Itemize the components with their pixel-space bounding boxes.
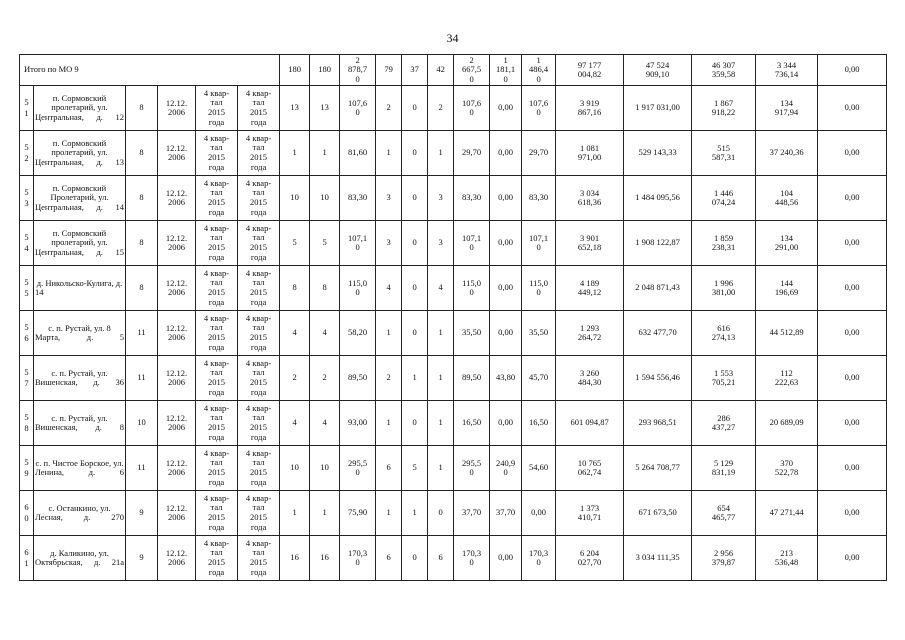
table-cell: 12.12. 2006 xyxy=(158,356,196,401)
table-cell: 5 xyxy=(402,446,428,491)
table-cell: 37 240,36 xyxy=(756,131,818,176)
table-cell: 1 xyxy=(428,311,454,356)
table-cell: 5 129 831,19 xyxy=(692,446,756,491)
table-cell: 3 344 736,14 xyxy=(756,55,818,86)
table-cell: 295,5 0 xyxy=(340,446,376,491)
table-cell: 20 689,09 xyxy=(756,401,818,446)
table-cell: 89,50 xyxy=(454,356,490,401)
table-cell: 293 968,51 xyxy=(624,401,692,446)
table-cell: 16,50 xyxy=(454,401,490,446)
table-cell: 9 xyxy=(126,536,158,581)
table-cell: 370 522,78 xyxy=(756,446,818,491)
table-cell: 4 xyxy=(280,311,310,356)
table-cell: 0,00 xyxy=(490,131,522,176)
table-body xyxy=(20,55,887,581)
table-cell: 4 квар- тал 2015 года xyxy=(196,446,238,491)
table-cell: 0,00 xyxy=(490,536,522,581)
table-row xyxy=(20,131,887,176)
table-cell: 1 081 971,00 xyxy=(556,131,624,176)
table-cell: 8 xyxy=(126,131,158,176)
table-cell: 10 765 062,74 xyxy=(556,446,624,491)
table-cell: 2 xyxy=(280,356,310,401)
table-cell: 4 квар- тал 2015 года xyxy=(238,176,280,221)
table-cell: 0,00 xyxy=(490,311,522,356)
table-cell: 97 177 004,82 xyxy=(556,55,624,86)
table-cell: 134 291,00 xyxy=(756,221,818,266)
table-cell: 83,30 xyxy=(340,176,376,221)
table-cell: 170,3 0 xyxy=(454,536,490,581)
table-cell: 515 587,31 xyxy=(692,131,756,176)
table-cell: 1 867 918,22 xyxy=(692,86,756,131)
table-cell: 0,00 xyxy=(818,131,887,176)
table-cell: 37 xyxy=(402,55,428,86)
table-cell: 5 264 708,77 xyxy=(624,446,692,491)
table-cell: 4 квар- тал 2015 года xyxy=(196,131,238,176)
table-cell: 12.12. 2006 xyxy=(158,221,196,266)
mkd-table xyxy=(19,54,887,581)
table-cell: 4 квар- тал 2015 года xyxy=(238,221,280,266)
table-cell: 1 594 556,46 xyxy=(624,356,692,401)
table-row xyxy=(20,221,887,266)
table-cell: 1 xyxy=(376,401,402,446)
table-cell: 0 xyxy=(402,311,428,356)
table-cell: 12.12. 2006 xyxy=(158,536,196,581)
table-cell: 170,3 0 xyxy=(340,536,376,581)
table-cell: 0,00 xyxy=(818,221,887,266)
table-cell: 1 xyxy=(376,131,402,176)
table-cell: 1 xyxy=(280,131,310,176)
table-cell: 0,00 xyxy=(490,176,522,221)
table-cell: 6 1 xyxy=(20,536,34,581)
table-cell: 6 xyxy=(428,536,454,581)
table-cell: 0 xyxy=(402,401,428,446)
table-cell: 2 667,5 0 xyxy=(454,55,490,86)
table-cell: 0,00 xyxy=(490,266,522,311)
table-cell: 1 xyxy=(428,446,454,491)
table-cell: 1 486,4 0 xyxy=(522,55,556,86)
table-cell: 47 524 909,10 xyxy=(624,55,692,86)
table-cell: 8 xyxy=(126,221,158,266)
table-cell: 46 307 359,58 xyxy=(692,55,756,86)
table-cell: 13 xyxy=(310,86,340,131)
table-cell: 3 xyxy=(376,221,402,266)
table-cell: 107,1 0 xyxy=(522,221,556,266)
table-cell: 5 6 xyxy=(20,311,34,356)
table-cell: 0,00 xyxy=(818,55,887,86)
table-cell: 4 квар- тал 2015 года xyxy=(238,536,280,581)
table-cell: 144 196,69 xyxy=(756,266,818,311)
table-cell: 4 квар- тал 2015 года xyxy=(196,311,238,356)
table-cell: п. Сормовский пролетарий, ул. Центральная, д. 15 xyxy=(34,221,126,266)
table-cell: 1 xyxy=(376,491,402,536)
table-cell: 37,70 xyxy=(490,491,522,536)
table-cell: 240,9 0 xyxy=(490,446,522,491)
table-cell: 654 465,77 xyxy=(692,491,756,536)
table-cell: 115,0 0 xyxy=(340,266,376,311)
table-cell: п. Сормовский пролетарий, ул. Центральная, д. 12 xyxy=(34,86,126,131)
table-cell: 4 квар- тал 2015 года xyxy=(238,446,280,491)
table-cell: 4 xyxy=(280,401,310,446)
table-cell: 4 квар- тал 2015 года xyxy=(196,536,238,581)
table-row xyxy=(20,446,887,491)
table-cell: 83,30 xyxy=(522,176,556,221)
table-cell: 4 квар- тал 2015 года xyxy=(196,266,238,311)
table-cell: 16 xyxy=(310,536,340,581)
table-cell: 29,70 xyxy=(454,131,490,176)
table-cell: 5 7 xyxy=(20,356,34,401)
table-cell: 9 xyxy=(126,491,158,536)
table-cell: 632 477,70 xyxy=(624,311,692,356)
table-cell: 5 xyxy=(310,221,340,266)
table-cell: 529 143,33 xyxy=(624,131,692,176)
table-cell: 75,90 xyxy=(340,491,376,536)
table-cell: 2 048 871,43 xyxy=(624,266,692,311)
table-cell: 12.12. 2006 xyxy=(158,176,196,221)
table-cell: 4 квар- тал 2015 года xyxy=(196,176,238,221)
table-cell: 5 2 xyxy=(20,131,34,176)
table-cell: с. п. Рустай, ул. Вишенская, д. 8 xyxy=(34,401,126,446)
table-cell: 6 0 xyxy=(20,491,34,536)
table-cell: 1 xyxy=(428,401,454,446)
table-cell: 35,50 xyxy=(522,311,556,356)
table-cell: 1 484 095,56 xyxy=(624,176,692,221)
table-cell: 1 xyxy=(280,491,310,536)
table-cell: 11 xyxy=(126,356,158,401)
table-cell: 1 996 381,00 xyxy=(692,266,756,311)
table-row xyxy=(20,176,887,221)
table-cell: 4 189 449,12 xyxy=(556,266,624,311)
table-cell: 3 034 618,36 xyxy=(556,176,624,221)
table-cell: 3 919 867,16 xyxy=(556,86,624,131)
table-cell: 3 xyxy=(428,176,454,221)
table-row xyxy=(20,536,887,581)
table-cell: 6 xyxy=(376,536,402,581)
table-cell: 0,00 xyxy=(818,536,887,581)
table-cell: 3 034 111,35 xyxy=(624,536,692,581)
table-cell: д. Никольско-Кулига, д. 14 xyxy=(34,266,126,311)
table-cell: 0,00 xyxy=(522,491,556,536)
table-cell: 4 квар- тал 2015 года xyxy=(196,86,238,131)
table-cell: 671 673,50 xyxy=(624,491,692,536)
table-cell: 286 437,27 xyxy=(692,401,756,446)
table-cell: 10 xyxy=(310,446,340,491)
table-cell: 0 xyxy=(402,266,428,311)
table-cell: 1 181,1 0 xyxy=(490,55,522,86)
table-cell: 4 квар- тал 2015 года xyxy=(238,491,280,536)
table-cell: 35,50 xyxy=(454,311,490,356)
table-cell: 47 271,44 xyxy=(756,491,818,536)
total-row xyxy=(20,55,887,86)
table-row xyxy=(20,86,887,131)
table-cell: 1 373 410,71 xyxy=(556,491,624,536)
page-number: 34 xyxy=(446,31,459,45)
table-cell: 93,00 xyxy=(340,401,376,446)
table-cell: 213 536,48 xyxy=(756,536,818,581)
table-cell: 4 квар- тал 2015 года xyxy=(238,266,280,311)
table-cell: с. п. Рустай, ул. 8 Марта, д. 5 xyxy=(34,311,126,356)
table-cell: 3 xyxy=(376,176,402,221)
table-cell: 115,0 0 xyxy=(522,266,556,311)
table-cell: 4 xyxy=(428,266,454,311)
table-cell: 4 квар- тал 2015 года xyxy=(238,311,280,356)
table-cell: 1 293 264,72 xyxy=(556,311,624,356)
table-cell: 79 xyxy=(376,55,402,86)
table-cell: Итого по МО 9 xyxy=(20,55,280,86)
table-cell: 4 xyxy=(376,266,402,311)
table-row xyxy=(20,401,887,446)
table-cell: 2 xyxy=(376,356,402,401)
table-cell: 12.12. 2006 xyxy=(158,311,196,356)
table-cell: 1 xyxy=(310,131,340,176)
table-cell: 16 xyxy=(280,536,310,581)
table-cell: 10 xyxy=(126,401,158,446)
table-cell: 89,50 xyxy=(340,356,376,401)
table-cell: 8 xyxy=(280,266,310,311)
table-cell: 4 квар- тал 2015 года xyxy=(238,401,280,446)
table-cell: 3 901 652,18 xyxy=(556,221,624,266)
table-cell: 54,60 xyxy=(522,446,556,491)
table-cell: 1 859 238,31 xyxy=(692,221,756,266)
table-cell: 1 553 705,21 xyxy=(692,356,756,401)
table-cell: 1 917 031,00 xyxy=(624,86,692,131)
table-cell: 0,00 xyxy=(490,86,522,131)
table-cell: 107,6 0 xyxy=(454,86,490,131)
table-cell: 5 1 xyxy=(20,86,34,131)
table-cell: 180 xyxy=(310,55,340,86)
table-cell: 0,00 xyxy=(818,401,887,446)
table-cell: 16,50 xyxy=(522,401,556,446)
table-cell: с. п. Чистое Борское, ул. Ленина, д. 6 xyxy=(34,446,126,491)
table-cell: 2 956 379,87 xyxy=(692,536,756,581)
table-cell: 4 xyxy=(310,401,340,446)
table-cell: 2 878,7 0 xyxy=(340,55,376,86)
table-row xyxy=(20,356,887,401)
table-cell: 8 xyxy=(126,86,158,131)
table-cell: 170,3 0 xyxy=(522,536,556,581)
table-cell: 0,00 xyxy=(818,446,887,491)
table-cell: 12.12. 2006 xyxy=(158,266,196,311)
table-cell: 180 xyxy=(280,55,310,86)
table-cell: 6 xyxy=(376,446,402,491)
table-cell: 37,70 xyxy=(454,491,490,536)
table-cell: 12.12. 2006 xyxy=(158,446,196,491)
table-cell: 4 квар- тал 2015 года xyxy=(196,221,238,266)
table-cell: 29,70 xyxy=(522,131,556,176)
table-cell: 601 094,87 xyxy=(556,401,624,446)
table-cell: 58,20 xyxy=(340,311,376,356)
table-cell: 1 xyxy=(428,131,454,176)
table-cell: 2 xyxy=(310,356,340,401)
table-cell: 115,0 0 xyxy=(454,266,490,311)
table-cell: 12.12. 2006 xyxy=(158,86,196,131)
table-cell: 5 9 xyxy=(20,446,34,491)
table-row xyxy=(20,311,887,356)
table-cell: 81,60 xyxy=(340,131,376,176)
table-cell: 4 квар- тал 2015 года xyxy=(238,86,280,131)
table-cell: 1 xyxy=(310,491,340,536)
table-cell: д. Каликино, ул. Октябрьская, д. 21а xyxy=(34,536,126,581)
table-cell: 4 квар- тал 2015 года xyxy=(238,131,280,176)
table-cell: 0 xyxy=(428,491,454,536)
table-cell: 1 446 074,24 xyxy=(692,176,756,221)
table-cell: 44 512,89 xyxy=(756,311,818,356)
table-cell: 6 204 027,70 xyxy=(556,536,624,581)
table-cell: 12.12. 2006 xyxy=(158,491,196,536)
table-cell: с. Останкино, ул. Лесная, д. 270 xyxy=(34,491,126,536)
table-cell: 0,00 xyxy=(818,356,887,401)
table-cell: 8 xyxy=(126,266,158,311)
table-cell: 0,00 xyxy=(818,266,887,311)
table-cell: 107,1 0 xyxy=(454,221,490,266)
table-cell: 10 xyxy=(310,176,340,221)
table-cell: 0,00 xyxy=(818,311,887,356)
table-cell: 12.12. 2006 xyxy=(158,131,196,176)
table-cell: п. Сормовский пролетарий, ул. Центральная, д. 13 xyxy=(34,131,126,176)
table-cell: 0,00 xyxy=(818,86,887,131)
table-cell: 4 квар- тал 2015 года xyxy=(196,401,238,446)
table-row xyxy=(20,266,887,311)
table-cell: п. Сормовский Пролетарий, ул. Центральная, д. 14 xyxy=(34,176,126,221)
table-cell: 0 xyxy=(402,221,428,266)
table-cell: 42 xyxy=(428,55,454,86)
table-cell: 295,5 0 xyxy=(454,446,490,491)
table-cell: 13 xyxy=(280,86,310,131)
table-cell: 0 xyxy=(402,86,428,131)
table-cell: 107,6 0 xyxy=(522,86,556,131)
table-cell: 5 8 xyxy=(20,401,34,446)
table-cell: 107,6 0 xyxy=(340,86,376,131)
table-cell: 8 xyxy=(310,266,340,311)
table-cell: 11 xyxy=(126,446,158,491)
table-cell: 0 xyxy=(402,536,428,581)
table-cell: 5 xyxy=(280,221,310,266)
table-cell: 0,00 xyxy=(490,401,522,446)
table-cell: 0 xyxy=(402,176,428,221)
table-cell: 0 xyxy=(402,131,428,176)
table-cell: 1 xyxy=(402,356,428,401)
table-cell: 5 5 xyxy=(20,266,34,311)
table-cell: 1 xyxy=(402,491,428,536)
table-cell: с. п. Рустай, ул. Вишенская, д. 36 xyxy=(34,356,126,401)
table-cell: 4 xyxy=(310,311,340,356)
table-cell: 3 260 484,30 xyxy=(556,356,624,401)
table-cell: 616 274,13 xyxy=(692,311,756,356)
table-cell: 1 xyxy=(376,311,402,356)
table-cell: 0,00 xyxy=(818,491,887,536)
table-cell: 107,1 0 xyxy=(340,221,376,266)
table-cell: 10 xyxy=(280,176,310,221)
table-cell: 10 xyxy=(280,446,310,491)
table-cell: 2 xyxy=(428,86,454,131)
table-cell: 1 xyxy=(428,356,454,401)
table-cell: 12.12. 2006 xyxy=(158,401,196,446)
table-cell: 5 3 xyxy=(20,176,34,221)
table-cell: 134 917,94 xyxy=(756,86,818,131)
table-cell: 83,30 xyxy=(454,176,490,221)
table-row xyxy=(20,491,887,536)
table-cell: 112 222,63 xyxy=(756,356,818,401)
table-cell: 0,00 xyxy=(490,221,522,266)
table-cell: 1 908 122,87 xyxy=(624,221,692,266)
table-cell: 3 xyxy=(428,221,454,266)
table-cell: 4 квар- тал 2015 года xyxy=(196,356,238,401)
table-cell: 45,70 xyxy=(522,356,556,401)
table-cell: 5 4 xyxy=(20,221,34,266)
table-cell: 43,80 xyxy=(490,356,522,401)
table-cell: 0,00 xyxy=(818,176,887,221)
table-cell: 104 448,56 xyxy=(756,176,818,221)
table-cell: 4 квар- тал 2015 года xyxy=(238,356,280,401)
table-cell: 8 xyxy=(126,176,158,221)
table-cell: 4 квар- тал 2015 года xyxy=(196,491,238,536)
table-cell: 2 xyxy=(376,86,402,131)
table-cell: 11 xyxy=(126,311,158,356)
